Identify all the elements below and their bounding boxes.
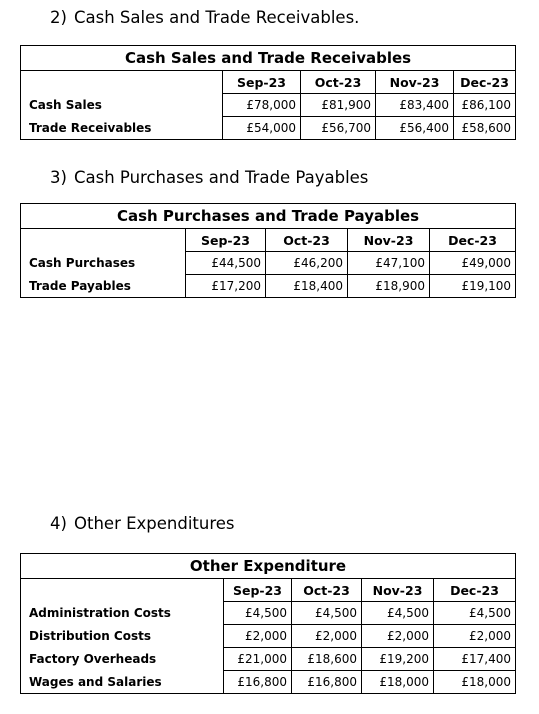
cell-value: £18,600 [292,648,362,671]
table-row [21,602,516,625]
row-label: Trade Receivables [21,117,223,140]
month-header: Sep-23 [186,229,266,252]
section-number: 2) [50,8,67,27]
section-heading [50,168,368,187]
month-header: Dec-23 [434,579,516,602]
cell-value: £18,000 [434,671,516,694]
cell-value: £18,000 [362,671,434,694]
section-heading-text: Other Expenditures [74,514,235,533]
cell-value: £18,400 [266,275,348,298]
cell-value: £44,500 [186,252,266,275]
table-row [21,94,516,117]
cell-value: £58,600 [454,117,516,140]
cell-value: £19,100 [430,275,516,298]
cell-value: £56,700 [301,117,376,140]
cell-value: £4,500 [434,602,516,625]
cell-value: £17,400 [434,648,516,671]
month-header: Oct-23 [292,579,362,602]
cell-value: £46,200 [266,252,348,275]
cell-value: £4,500 [292,602,362,625]
month-header: Nov-23 [376,71,454,94]
section-number: 4) [50,514,67,533]
table-title: Cash Purchases and Trade Payables [21,204,516,229]
table-row [21,648,516,671]
cell-value: £4,500 [224,602,292,625]
cell-value: £54,000 [223,117,301,140]
cell-value: £56,400 [376,117,454,140]
cell-value: £2,000 [362,625,434,648]
table-title: Cash Sales and Trade Receivables [21,46,516,71]
month-header: Nov-23 [348,229,430,252]
cell-value: £86,100 [454,94,516,117]
row-label: Trade Payables [21,275,186,298]
cash-purchases-payables-table [20,203,516,298]
section-heading [50,514,235,533]
cell-value: £18,900 [348,275,430,298]
row-label: Wages and Salaries [21,671,224,694]
table-row [21,252,516,275]
month-header: Nov-23 [362,579,434,602]
cell-value: £81,900 [301,94,376,117]
section-heading-text: Cash Sales and Trade Receivables. [74,8,360,27]
cell-value: £2,000 [292,625,362,648]
table-row [21,671,516,694]
row-label: Distribution Costs [21,625,224,648]
cell-value: £47,100 [348,252,430,275]
section-heading [50,8,359,27]
row-label: Cash Sales [21,94,223,117]
cell-value: £2,000 [434,625,516,648]
section-heading-text: Cash Purchases and Trade Payables [74,168,369,187]
cell-value: £4,500 [362,602,434,625]
cell-value: £21,000 [224,648,292,671]
table-row [21,625,516,648]
cell-value: £17,200 [186,275,266,298]
cash-sales-receivables-table [20,45,516,140]
cell-value: £16,800 [292,671,362,694]
month-header: Oct-23 [301,71,376,94]
row-label: Factory Overheads [21,648,224,671]
cell-value: £49,000 [430,252,516,275]
row-label: Administration Costs [21,602,224,625]
cell-value: £16,800 [224,671,292,694]
table-row [21,275,516,298]
section-number: 3) [50,168,67,187]
table-title: Other Expenditure [21,554,516,579]
month-header: Dec-23 [454,71,516,94]
cell-value: £2,000 [224,625,292,648]
table-row [21,117,516,140]
month-header: Oct-23 [266,229,348,252]
month-header: Sep-23 [224,579,292,602]
row-label: Cash Purchases [21,252,186,275]
month-header: Dec-23 [430,229,516,252]
month-header: Sep-23 [223,71,301,94]
cell-value: £83,400 [376,94,454,117]
cell-value: £78,000 [223,94,301,117]
other-expenditure-table [20,553,516,694]
cell-value: £19,200 [362,648,434,671]
